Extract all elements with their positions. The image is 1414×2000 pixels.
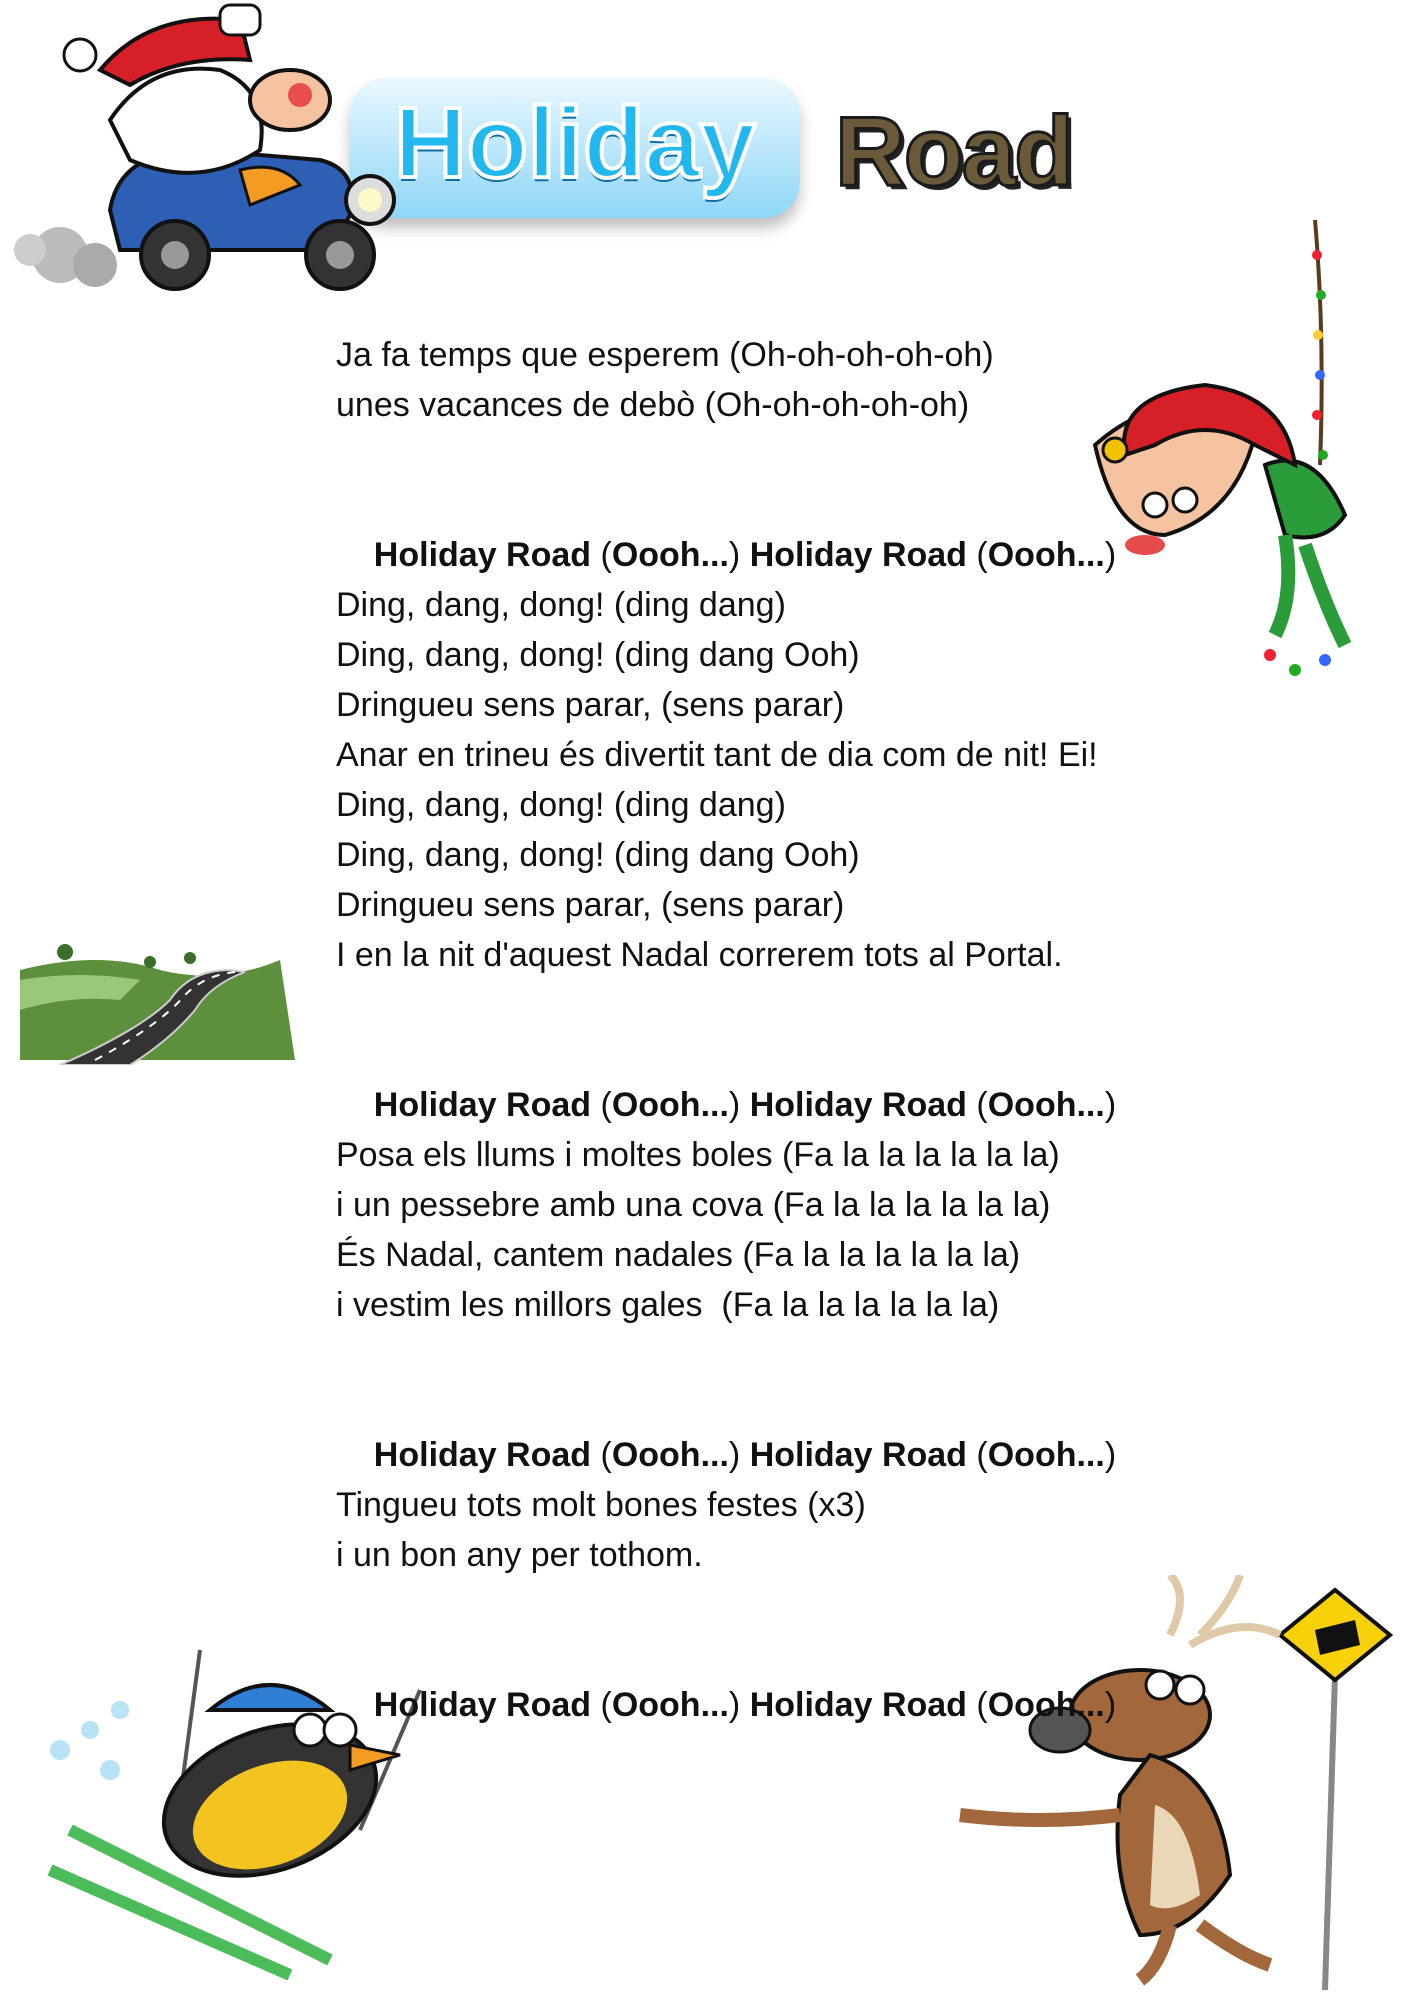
chorus-line: Holiday Road (Oooh...) Holiday Road (Oooh...) bbox=[373, 1686, 1117, 1724]
chorus-line: Holiday Road (Oooh...) Holiday Road (Oooh...) bbox=[373, 1436, 1117, 1474]
lyric-line: Dringueu sens parar, (sens parar) bbox=[336, 686, 845, 724]
lyric-line: Anar en trineu és divertit tant de dia com de nit! Ei! bbox=[336, 736, 1098, 774]
chorus-line: Holiday Road (Oooh...) Holiday Road (Oooh...) bbox=[373, 1086, 1117, 1124]
lyric-line: i vestim les millors gales (Fa la la la la la la) bbox=[336, 1286, 1000, 1324]
lyric-line: Ding, dang, dong! (ding dang) bbox=[336, 586, 786, 624]
santa-car-illustration bbox=[0, 0, 420, 310]
lyric-line: Ding, dang, dong! (ding dang) bbox=[336, 786, 786, 824]
lyric-line: I en la nit d'aquest Nadal correrem tots al Portal. bbox=[336, 936, 1063, 974]
lyric-line: És Nadal, cantem nadales (Fa la la la la la la) bbox=[336, 1236, 1021, 1274]
lyric-line: Dringueu sens parar, (sens parar) bbox=[336, 886, 845, 924]
lyric-line: i un pessebre amb una cova (Fa la la la la la la) bbox=[336, 1186, 1051, 1224]
song-lyrics bbox=[336, 330, 1236, 1724]
title-holiday: Holiday bbox=[394, 87, 756, 199]
lyric-line: Ding, dang, dong! (ding dang Ooh) bbox=[336, 836, 860, 874]
lyric-line: Ding, dang, dong! (ding dang Ooh) bbox=[336, 636, 860, 674]
lyric-line: Posa els llums i moltes boles (Fa la la la la la la) bbox=[336, 1136, 1060, 1174]
chorus-line: Holiday Road (Oooh...) Holiday Road (Oooh...) bbox=[373, 536, 1117, 574]
title-road: Road bbox=[835, 96, 1072, 206]
road-illustration bbox=[20, 940, 295, 1065]
lyric-line: Tingueu tots molt bones festes (x3) bbox=[336, 1486, 866, 1524]
lyric-line: i un bon any per tothom. bbox=[336, 1536, 703, 1574]
lyric-line: unes vacances de debò (Oh-oh-oh-oh-oh) bbox=[336, 386, 970, 424]
lyric-line: Ja fa temps que esperem (Oh-oh-oh-oh-oh) bbox=[336, 336, 994, 374]
